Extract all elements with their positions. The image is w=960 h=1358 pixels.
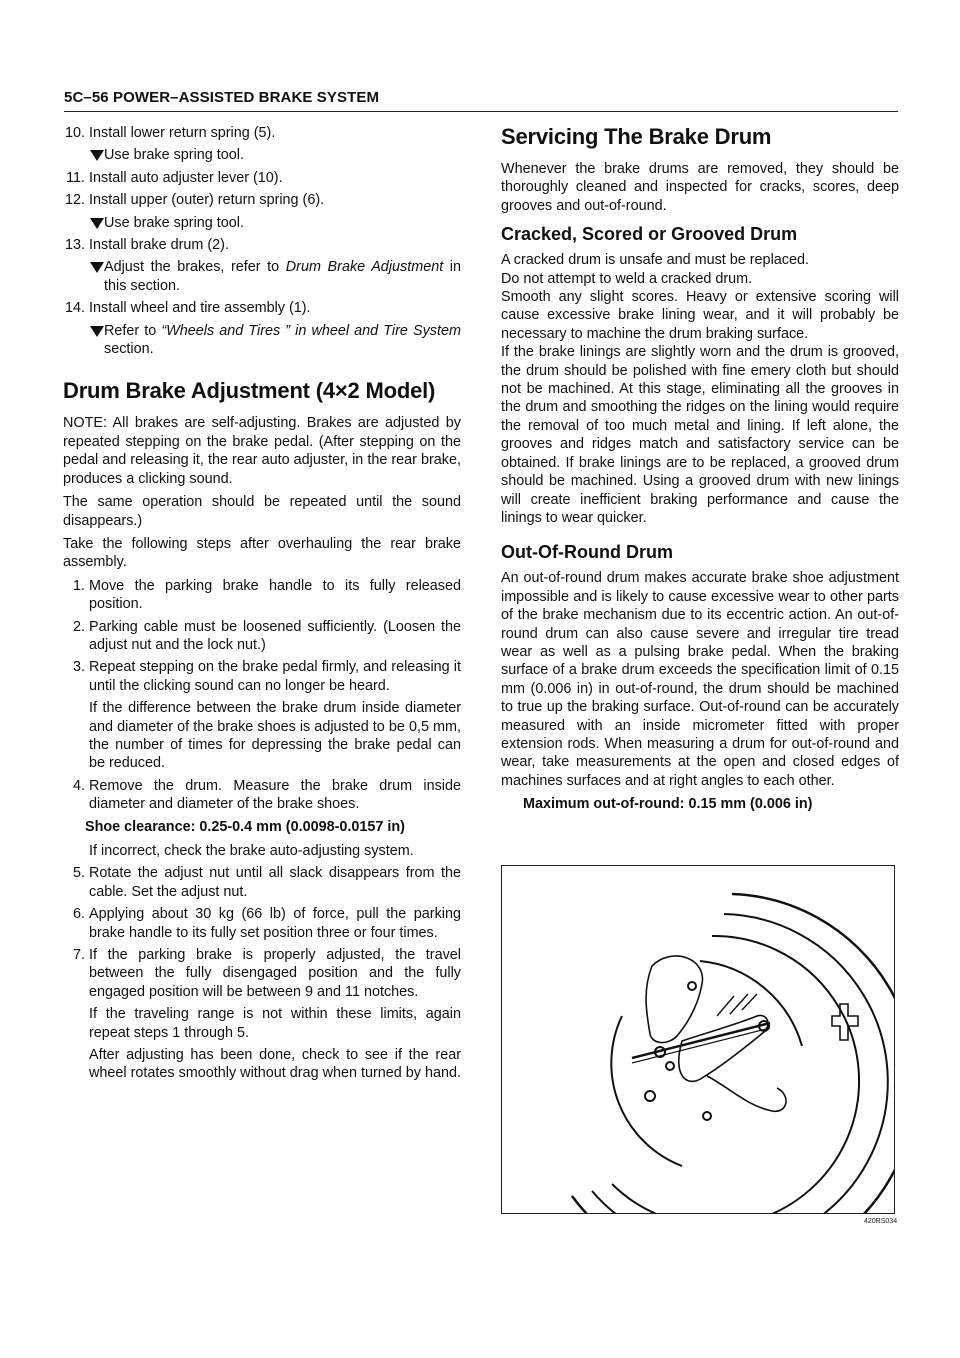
step-14: 14. Install wheel and tire assembly (1).: [64, 300, 311, 317]
triangle-bullet-icon: [90, 150, 104, 161]
step-11: 11. Install auto adjuster lever (10).: [66, 169, 283, 186]
note-bullet: Use brake spring tool.: [63, 214, 461, 232]
intro-paragraph: Take the following steps after overhauling the rear brake assembly.: [63, 535, 461, 571]
step-3: 3. Repeat stepping on the brake pedal firmly, and releasing it until the clicking sound can no longer be heard.: [72, 659, 461, 694]
specification: Shoe clearance: 0.25-0.4 mm (0.0098-0.0157 in): [85, 818, 405, 835]
subsection-heading: Cracked, Scored or Grooved Drum: [501, 224, 798, 245]
note-bullet: Use brake spring tool.: [63, 146, 461, 164]
paragraph: If the brake linings are slightly worn and the drum is grooved, the drum should be polished with fine emery cloth but should not be machined. At this stage, eliminating all the grooves in the drum and smoothing the ridges on the lining would require the removal of too much metal and lining. If left alone, the grooves and ridges match and satisfactory service can be obtained. If brake linings are to be replaced, a grooved drum should be machined. Using a grooved drum with new linings will create inefficient braking performance and cause the linings to wear quicker.: [501, 344, 899, 526]
step-4: 4. Remove the drum. Measure the brake drum inside diameter and diameter of the brake shoes.: [72, 777, 461, 813]
brake-drum-figure: [501, 865, 895, 1214]
note-paragraph: NOTE: All brakes are self-adjusting. Brakes are adjusted by repeated stepping on the brake pedal. (After stepping on the pedal and releasing it, the rear auto adjuster, in the rear brake, produces a clicking sound.: [63, 415, 461, 487]
intro-paragraph: Whenever the brake drums are removed, they should be thoroughly cleaned and inspected for cracks, scores, deep grooves and out-of-round.: [501, 161, 899, 214]
cross-reference: “Wheels and Tires ” in wheel and Tire System: [161, 322, 461, 339]
left-column: [63, 124, 461, 1087]
step-7: 7. If the parking brake is properly adjusted, the travel between the fully disengaged position and the fully engaged position will be between 9 and 11 notches.: [72, 947, 461, 1000]
note-paragraph: The same operation should be repeated until the sound disappears.): [63, 494, 461, 529]
note-bullet: Adjust the brakes, refer to Drum Brake Adjustment in this section.: [63, 258, 461, 295]
step-10: 10. Install lower return spring (5).: [64, 125, 276, 141]
step-4-detail: If incorrect, check the brake auto-adjusting system.: [89, 843, 414, 859]
cross-reference: Drum Brake Adjustment: [285, 259, 444, 276]
right-column: [501, 124, 899, 820]
section-heading: Drum Brake Adjustment (4×2 Model): [63, 378, 436, 404]
step-6: 6. Applying about 30 kg (66 lb) of force, pull the parking brake handle to its fully set position three or four times.: [72, 906, 461, 941]
triangle-bullet-icon: [90, 262, 104, 273]
step-13: 13. Install brake drum (2).: [64, 237, 229, 254]
drum-measurement-illustration: [502, 866, 894, 1213]
subsection-heading: Out-Of-Round Drum: [501, 542, 673, 563]
section-heading: Servicing The Brake Drum: [501, 124, 772, 149]
step-7-detail: After adjusting has been done, check to see if the rear wheel rotates smoothly without drag when turned by hand.: [89, 1047, 461, 1082]
note-bullet: Refer to “Wheels and Tires ” in wheel and Tire System section.: [63, 322, 461, 359]
paragraph: A cracked drum is unsafe and must be replaced.: [501, 252, 809, 269]
triangle-bullet-icon: [90, 218, 104, 229]
step-2: 2. Parking cable must be loosened sufficiently. (Loosen the adjust nut and the lock nut.): [72, 618, 461, 653]
page-header: 5C–56 POWER–ASSISTED BRAKE SYSTEM: [64, 89, 898, 112]
step-7-detail: If the traveling range is not within these limits, again repeat steps 1 through 5.: [89, 1006, 461, 1041]
step-5: 5. Rotate the adjust nut until all slack disappears from the cable. Set the adjust nut.: [72, 865, 461, 900]
paragraph: Smooth any slight scores. Heavy or extensive scoring will cause excessive brake lining wear, and it will probably be necessary to machine the drum braking surface.: [501, 289, 899, 342]
paragraph: Do not attempt to weld a cracked drum.: [501, 270, 753, 287]
paragraph: An out-of-round drum makes accurate brake shoe adjustment impossible and is likely to cause excessive wear to other parts of the brake mechanism due to its eccentric action. An out-of-round drum can also cause severe and irregular tire tread wear as well as a pulsing brake pedal. When the braking surface of a brake drum exceeds the specification limit of 0.15 mm (0.006 in) in out-of-round, the drum should be machined to true up the braking surface. Out-of-round can be accurately measured with an inside micrometer fitted with proper extension rods. When measuring a drum for out-of-round and wear, take measurements at the open and closed edges of machines surfaces and at right angles to each other.: [501, 570, 899, 789]
step-3-detail: If the difference between the brake drum inside diameter and diameter of the brake shoes is adjusted to be 0,5 mm, the number of times for depressing the brake pedal can be reduced.: [89, 700, 461, 772]
step-1: 1. Move the parking brake handle to its fully released position.: [72, 577, 461, 613]
step-12: 12. Install upper (outer) return spring (6).: [64, 192, 325, 209]
figure-code: 420RS034: [864, 1218, 898, 1225]
specification: Maximum out-of-round: 0.15 mm (0.006 in): [523, 796, 813, 813]
triangle-bullet-icon: [90, 326, 104, 337]
